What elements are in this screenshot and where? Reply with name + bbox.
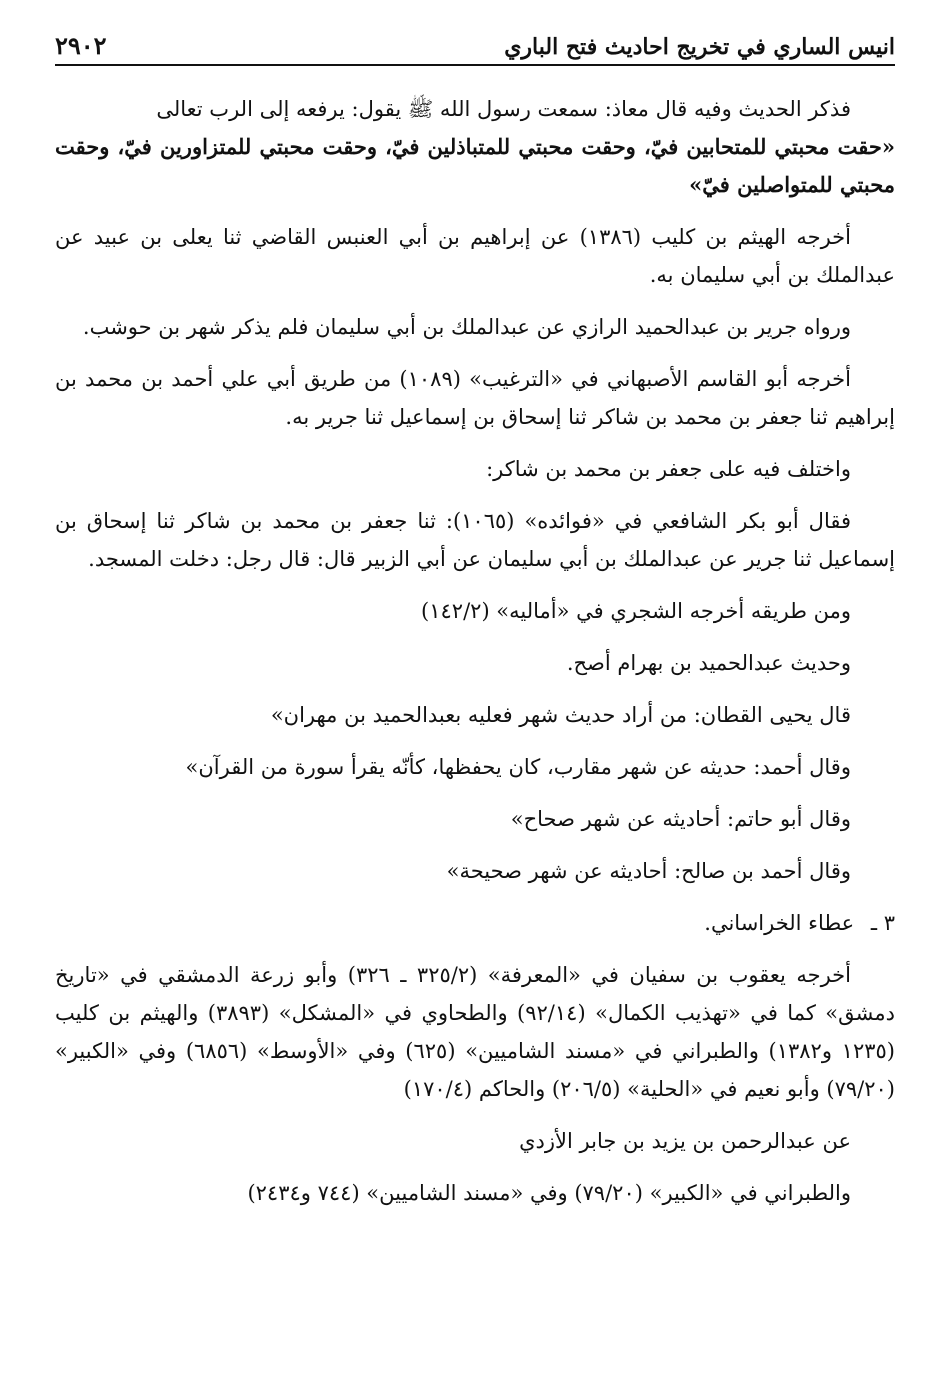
paragraph: وقال أحمد: حديثه عن شهر مقارب، كان يحفظها، كأنّه يقرأ سورة من القرآن»	[185, 755, 851, 779]
paragraph: عن عبدالرحمن بن يزيد بن جابر الأزدي	[519, 1129, 851, 1153]
paragraph: والطبراني في «الكبير» (٧٩/٢٠) وفي «مسند الشاميين» (٧٤٤ و٢٤٣٤)	[247, 1181, 851, 1205]
document-page	[55, 22, 895, 1226]
item-number: ٣ ـ	[870, 911, 895, 935]
page-number: ٢٩٠٢	[55, 31, 107, 60]
paragraph: قال يحيى القطان: من أراد حديث شهر فعليه بعبدالحميد بن مهران»	[270, 703, 851, 727]
paragraph: أخرجه أبو القاسم الأصبهاني في «الترغيب» (١٠٨٩) من طريق أبي علي أحمد بن محمد بن إبراهيم ثنا جعفر بن محمد بن شاكر ثنا إسحاق بن إسماعيل ثنا جرير به.	[55, 367, 895, 429]
paragraph: وقال أحمد بن صالح: أحاديثه عن شهر صحيحة»	[446, 859, 851, 883]
paragraph: أخرجه الهيثم بن كليب (١٣٨٦) عن إبراهيم بن أبي العنبس القاضي ثنا يعلى بن عبيد عن عبدالملك بن أبي سليمان به.	[55, 225, 895, 287]
page-body	[55, 90, 895, 1212]
item-label: عطاء الخراساني.	[704, 911, 855, 935]
page-header	[55, 22, 895, 66]
paragraph: وقال أبو حاتم: أحاديثه عن شهر صحاح»	[510, 807, 851, 831]
paragraph: وحديث عبدالحميد بن بهرام أصح.	[566, 651, 851, 675]
numbered-item-heading	[55, 904, 895, 942]
running-title: انيس الساري في تخريج احاديث فتح الباري	[504, 34, 895, 60]
paragraph: واختلف فيه على جعفر بن محمد بن شاكر:	[486, 457, 851, 481]
paragraph: ورواه جرير بن عبدالحميد الرازي عن عبدالملك بن أبي سليمان فلم يذكر شهر بن حوشب.	[82, 315, 851, 339]
paragraph: فقال أبو بكر الشافعي في «فوائده» (١٠٦٥): ثنا جعفر بن محمد بن شاكر ثنا إسحاق بن إسماعيل ثنا جرير عن عبدالملك بن أبي سليمان عن أبي الزبير قال: قال رجل: دخلت المسجد.	[55, 509, 895, 571]
paragraph: ومن طريقه أخرجه الشجري في «أماليه» (١٤٢/٢)	[421, 599, 851, 623]
paragraph: فذكر الحديث وفيه قال معاذ: سمعت رسول الله ﷺ يقول: يرفعه إلى الرب تعالى	[156, 97, 851, 121]
hadith-text: «حقت محبتي للمتحابين فيّ، وحقت محبتي للمتباذلين فيّ، وحقت محبتي للمتزاورين فيّ، وحقت محبتي للمتواصلين فيّ»	[55, 134, 895, 197]
paragraph: أخرجه يعقوب بن سفيان في «المعرفة» (٣٢٥/٢ ـ ٣٢٦) وأبو زرعة الدمشقي في «تاريخ دمشق» كما في «تهذيب الكمال» (٩٢/١٤) والطحاوي في «المشكل» (٣٨٩٣) والهيثم بن كليب (١٢٣٥ و١٣٨٢) والطبراني في «مسند الشاميين» (٦٢٥) وفي «الأوسط» (٦٨٥٦) وفي «الكبير» (٧٩/٢٠) وأبو نعيم في «الحلية» (٢٠٦/٥) والحاكم (١٧٠/٤)	[55, 963, 895, 1101]
